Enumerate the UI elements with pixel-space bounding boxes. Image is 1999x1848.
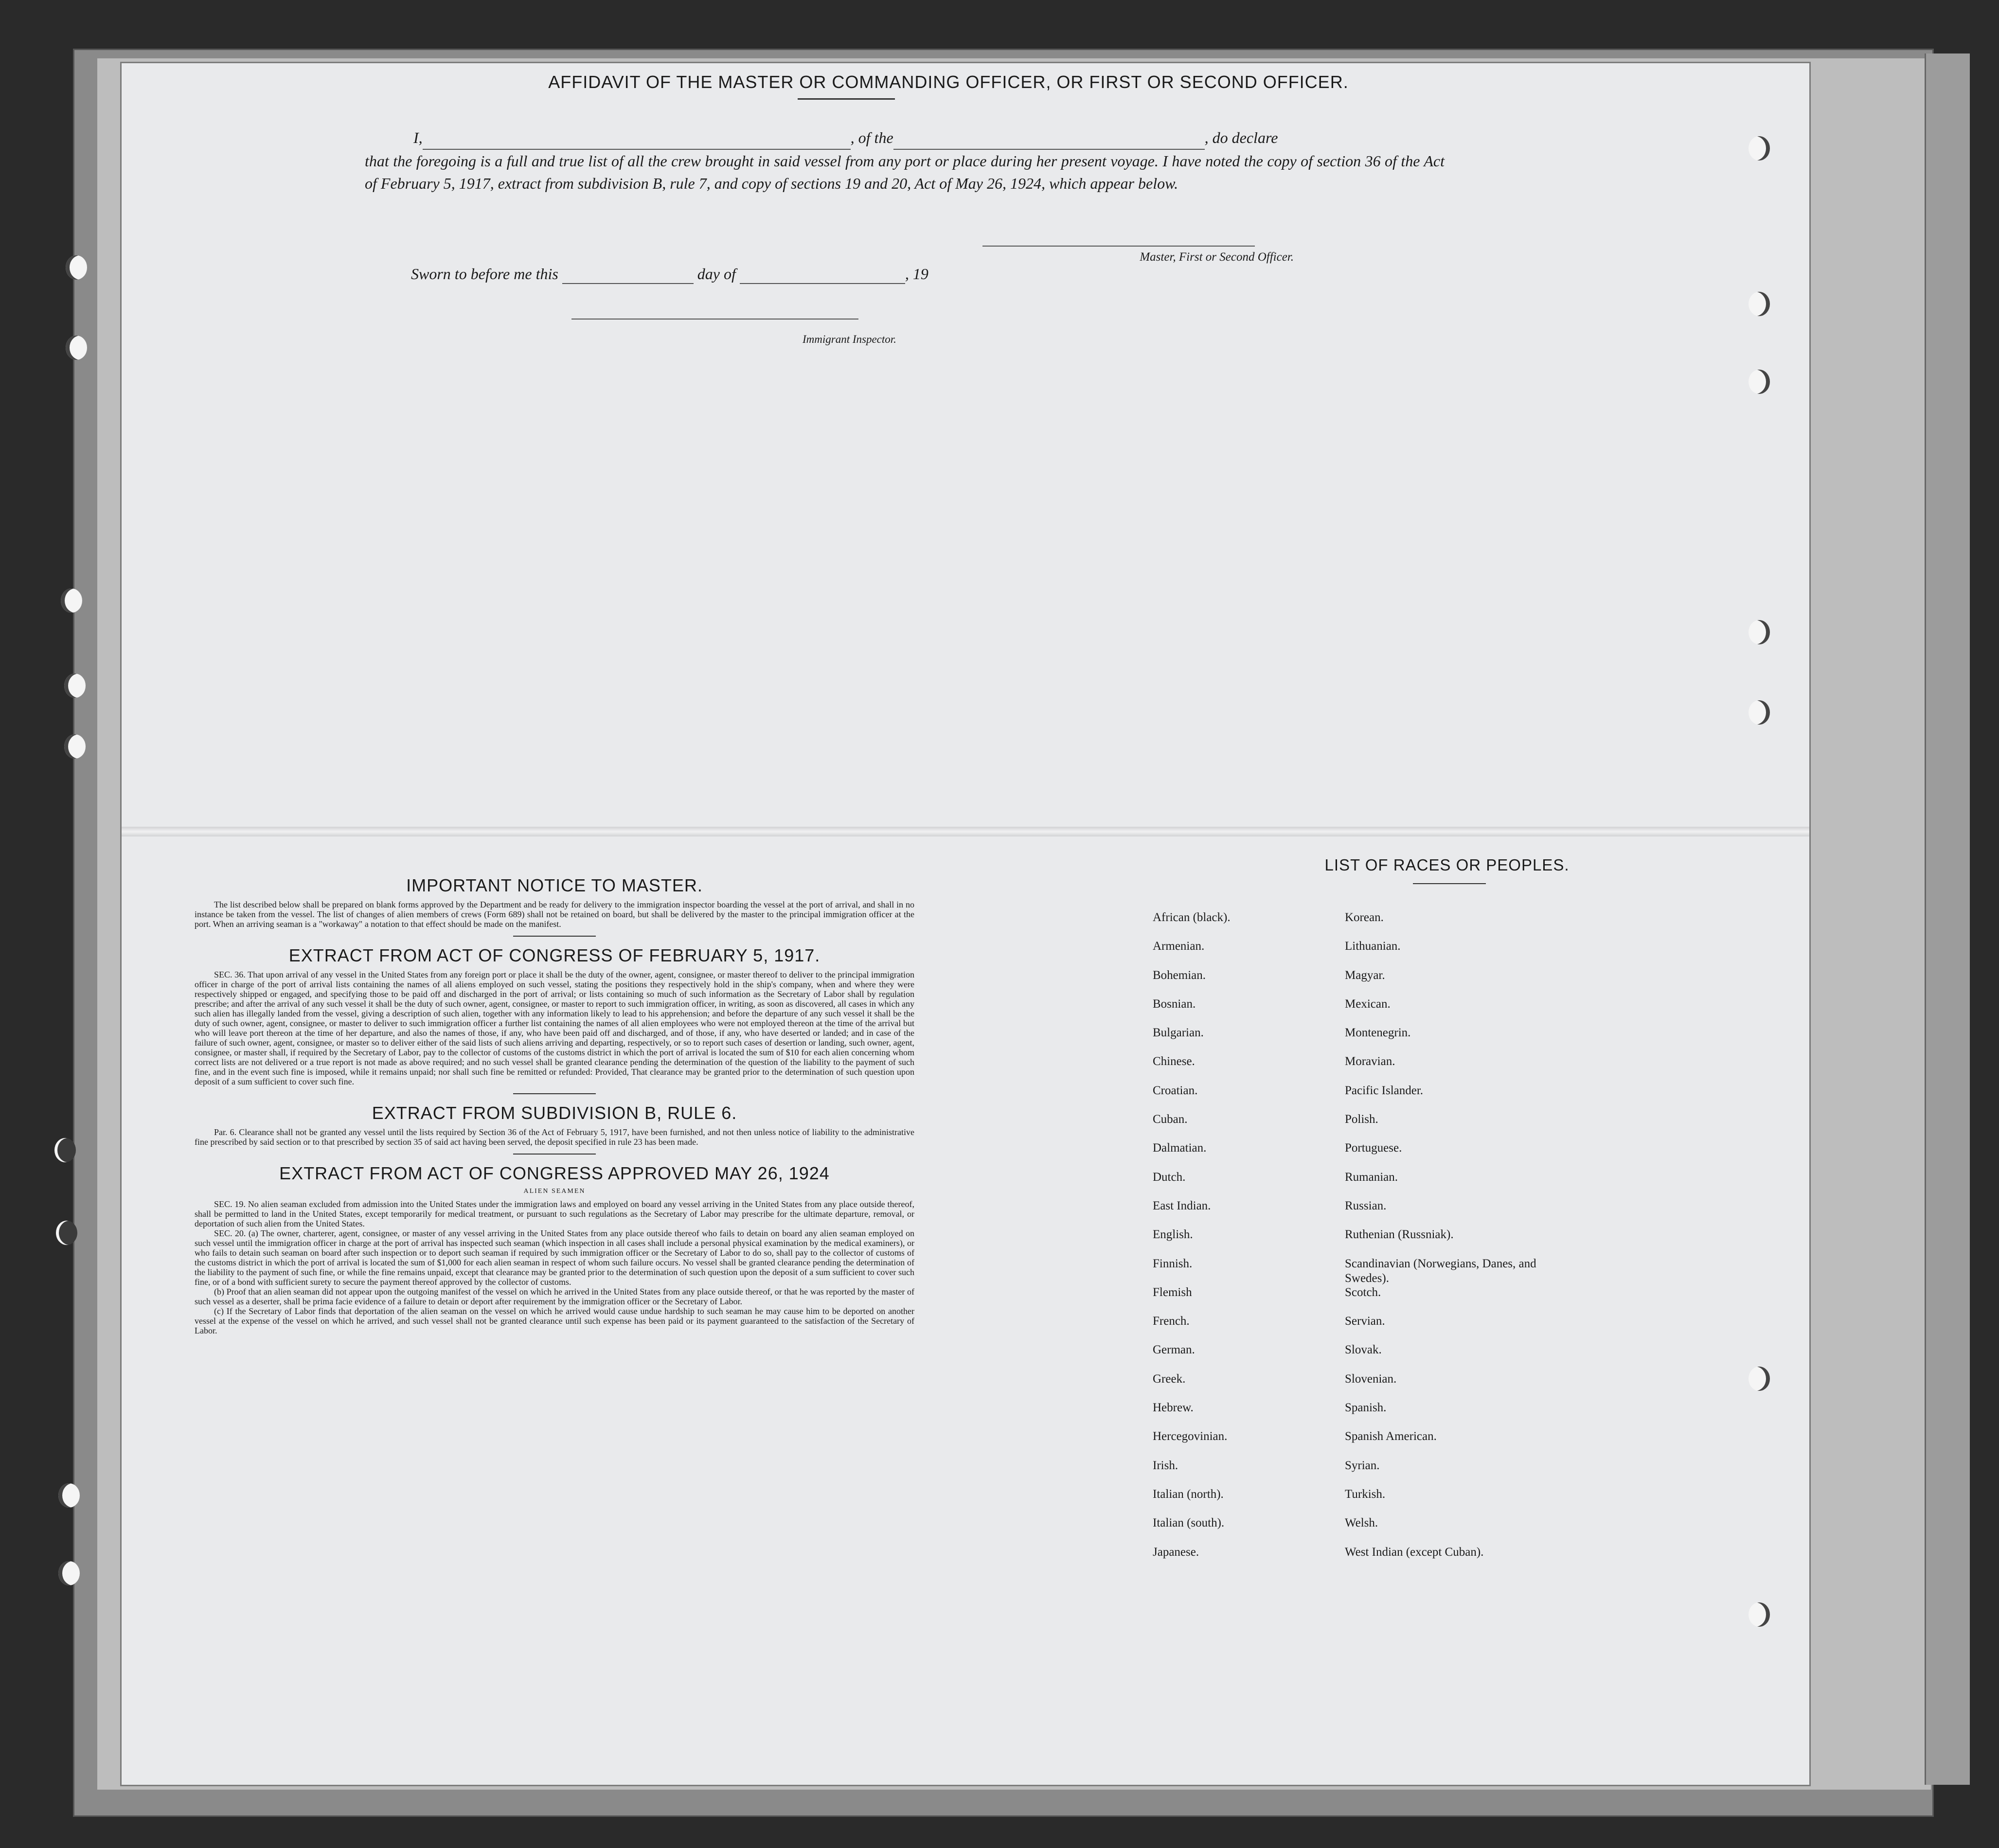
races-title: LIST OF RACES OR PEOPLES. — [1324, 856, 1570, 874]
name-field[interactable] — [423, 126, 851, 150]
race-item: Russian. — [1345, 1199, 1387, 1212]
sworn-month-field[interactable] — [740, 265, 905, 284]
notice-text: The list described below shall be prepared on blank forms approved by the Department and be ready for delivery to the immigration inspector boarding the vessel at the port of arrival, and shall in no instance be taken from the vessel. The list of changes of alien members of crews (Form 689) shall not be retained on board, but shall be delivered by the master to the principal immigration officer at the port. When an arriving seaman is a "workaway" a notation to that effect should be made on the manifest. — [195, 900, 914, 929]
punch-hole — [1749, 1602, 1770, 1627]
punch-hole — [58, 1483, 80, 1508]
race-item: Hercegovinian. — [1153, 1430, 1228, 1443]
race-item: Spanish American. — [1345, 1430, 1437, 1443]
sworn-day-field[interactable] — [562, 265, 694, 284]
race-item: Slovenian. — [1345, 1372, 1397, 1386]
punch-hole — [1749, 700, 1770, 725]
sworn-day-label: day of — [697, 265, 736, 283]
affidavit-of-the: , of the — [850, 129, 893, 146]
race-item: Pacific Islander. — [1345, 1084, 1424, 1097]
race-item: Finnish. — [1153, 1257, 1193, 1270]
race-item: German. — [1153, 1343, 1195, 1357]
punch-hole — [64, 674, 86, 698]
race-item: Bulgarian. — [1153, 1026, 1204, 1040]
inspector-label: Immigrant Inspector. — [803, 333, 896, 345]
affidavit-title: AFFIDAVIT OF THE MASTER OR COMMANDING OFFICER, OR FIRST OR SECOND OFFICER. — [548, 72, 1349, 92]
race-item: Irish. — [1153, 1458, 1178, 1472]
punch-hole — [66, 336, 87, 360]
sworn-line — [411, 265, 928, 284]
race-item: Dutch. — [1153, 1170, 1186, 1184]
punch-hole — [66, 255, 87, 280]
race-item: African (black). — [1153, 911, 1231, 924]
race-item: Flemish — [1153, 1285, 1192, 1299]
sec20a-text: SEC. 20. (a) The owner, charterer, agent, consignee, or master of any vessel arriving in the United States from any place outside thereof who fails to detain on board any alien seaman employed on such vessel until the immigration officer in charge at the port of arrival has inspected such seaman (which inspection in all cases shall include a personal physical examination by the medical examiners), or who fails to detain such seaman on board after such inspection or to deport such seaman if required by such immigration officer or the Secretary of Labor to do so, shall pay to the collector of customs of the customs district in which the port of arrival is located the sum of $1,000 for each alien seaman in respect of whom such failure occurs. No vessel shall be granted clearance pending the determination of the liability to the payment of such fine, or while the fine remains unpaid, except that clearance may be granted prior to the determination of such question upon the deposit of a sum sufficient to cover such fine, or of a bond with sufficient surety to secure the payment thereof approved by the collector of customs. — [195, 1228, 914, 1287]
race-item: Lithuanian. — [1345, 940, 1401, 953]
extract1-title: EXTRACT FROM ACT OF CONGRESS OF FEBRUARY 5, 1917. — [288, 945, 821, 965]
races-column-1 — [1153, 910, 1313, 1574]
race-item: East Indian. — [1153, 1199, 1211, 1212]
race-item: Italian (north). — [1153, 1487, 1224, 1501]
extract1-text: SEC. 36. That upon arrival of any vessel in the United States from any foreign port or place it shall be the duty of the owner, agent, consignee, or master thereof to deliver to the principal immigration officer in charge of the port of arrival lists containing the names of all aliens employed on such vessel, stating the positions they respectively hold in the ship's company, when and where they were respectively shipped or engaged, and specifying those to be paid off and discharged in the port of arrival; or lists containing so much of such information as the Secretary of Labor shall by regulation prescribe; and after the arrival of any such vessel it shall be the duty of such owner, agent, consignee, or master to report to such immigration officer, in writing, as soon as discovered, all cases in which any such alien has illegally landed from the vessel, giving a description of such alien, together with any information likely to lead to his apprehension; and before the departure of any such vessel it shall be the duty of such owner, agent, consignee, or master to deliver to such immigration officer a further list containing the names of all alien employees who were not employed thereon at the time of the arrival but who will leave port thereon at the time of her departure, and also the names of those, if any, who have been paid off and discharged, and of those, if any, who have deserted or landed; and in case of the failure of such owner, agent, consignee, or master so to deliver either of the said lists of such aliens arriving and departing, respectively, or so to report such cases of desertion or landing, such owner, agent, consignee, or master shall, if required by the Secretary of Labor, pay to the collector of customs of the customs district in which the port of arrival is located the sum of $10 for each alien concerning whom correct lists are not delivered or a true report is not made as above required; and no such vessel shall be granted clearance pending the determination of the question of the liability to the payment of such fine, and in the event such fine is imposed, while it remains unpaid; nor shall such fine be remitted or refunded: Provided, That clearance may be granted prior to the determination of such question upon deposit of a sum sufficient to cover such fine. — [195, 970, 914, 1086]
race-item: Spanish. — [1345, 1401, 1387, 1415]
race-item: Armenian. — [1153, 940, 1205, 953]
race-item: Moravian. — [1345, 1055, 1395, 1068]
affidavit-i: I, — [413, 129, 423, 146]
notice-section — [195, 875, 914, 1335]
affidavit-body — [365, 126, 1445, 195]
vessel-field[interactable] — [893, 126, 1205, 150]
race-item: Greek. — [1153, 1372, 1186, 1386]
sec20b-text: (b) Proof that an alien seaman did not appear upon the outgoing manifest of the vessel on which he arrived in the United States from any place outside thereof, or that he was reported by the master of such vessel as a deserter, shall be prima facie evidence of a failure to detain or deport after requirement by the immigration officer or the Secretary of Labor. — [195, 1287, 914, 1306]
extract2-text: Par. 6. Clearance shall not be granted any vessel until the lists required by Section 36 of the Act of February 5, 1917, have been furnished, and not then unless notice of liability to the administrative fine prescribed by said section or to that prescribed by section 35 of said act having been served, the deposit specified in rule 23 has been made. — [195, 1127, 914, 1147]
separator — [513, 936, 596, 937]
race-item: Turkish. — [1345, 1487, 1386, 1501]
race-item: Scotch. — [1345, 1285, 1381, 1299]
notice-title: IMPORTANT NOTICE TO MASTER. — [406, 875, 703, 895]
punch-hole — [61, 588, 82, 613]
title-rule — [798, 98, 895, 100]
race-item: Ruthenian (Russniak). — [1345, 1228, 1454, 1242]
race-item: Korean. — [1345, 911, 1384, 924]
punch-hole — [1749, 292, 1770, 316]
extract3-subtitle: ALIEN SEAMEN — [523, 1188, 586, 1195]
affidavit-text: that the foregoing is a full and true list of all the crew brought in said vessel from any port or place during her present voyage. I have noted the copy of section 36 of the Act of February 5, 1917, extract from subdivision B, rule 7, and copy of sections 19 and 20, Act of May 26, 1924, which appear below. — [365, 152, 1445, 192]
punch-hole — [1749, 370, 1770, 394]
race-item: Bosnian. — [1153, 997, 1196, 1011]
race-item: Magyar. — [1345, 968, 1385, 982]
race-item: English. — [1153, 1228, 1193, 1242]
signature-label: Master, First or Second Officer. — [1140, 250, 1294, 264]
affidavit-declaration-line — [365, 126, 1445, 150]
races-rule — [1413, 883, 1486, 884]
sworn-prefix: Sworn to before me this — [411, 265, 558, 283]
extract3-title: EXTRACT FROM ACT OF CONGRESS APPROVED MAY 26, 1924 — [279, 1163, 830, 1183]
race-item: Japanese. — [1153, 1545, 1199, 1559]
race-item: French. — [1153, 1315, 1190, 1328]
punch-hole — [1749, 1367, 1770, 1391]
punch-hole — [56, 1221, 77, 1245]
races-column-2 — [1345, 910, 1549, 1574]
inspector-signature-line[interactable] — [571, 319, 858, 320]
sec20c-text: (c) If the Secretary of Labor finds that deportation of the alien seaman on the vessel on which he arrived would cause undue hardship to such seaman he may cause him to be deported on another vessel at the expense of the vessel on which he arrived, and such vessel shall not be granted clearance until such expense has been paid or its payment guaranteed to the satisfaction of the Secretary of Labor. — [195, 1306, 914, 1335]
race-item: Welsh. — [1345, 1516, 1378, 1530]
race-item: Montenegrin. — [1345, 1026, 1411, 1040]
sec19-text: SEC. 19. No alien seaman excluded from admission into the United States under the immigration laws and employed on board any vessel arriving in the United States from any place outside thereof, shall be permitted to land in the United States, except temporarily for medical treatment, or pursuant to such regulations as the Secretary of Labor may prescribe for the ultimate departure, removal, or deportation of such alien from the United States. — [195, 1199, 914, 1228]
extract2-title: EXTRACT FROM SUBDIVISION B, RULE 6. — [372, 1103, 737, 1123]
punch-hole — [64, 734, 86, 759]
punch-hole — [58, 1561, 80, 1585]
page-fold — [122, 827, 1809, 836]
race-item: Rumanian. — [1345, 1170, 1398, 1184]
race-item: Croatian. — [1153, 1084, 1198, 1097]
race-item: Chinese. — [1153, 1055, 1195, 1068]
race-item: Cuban. — [1153, 1113, 1188, 1126]
race-item: Hebrew. — [1153, 1401, 1194, 1415]
signature-line[interactable] — [982, 246, 1255, 247]
affidavit-declare: , do declare — [1204, 129, 1278, 146]
race-item: Mexican. — [1345, 997, 1391, 1011]
race-item: Servian. — [1345, 1315, 1385, 1328]
race-item: Italian (south). — [1153, 1516, 1225, 1530]
punch-hole — [1749, 136, 1770, 160]
race-item: Bohemian. — [1153, 968, 1206, 982]
race-item: Polish. — [1345, 1113, 1378, 1126]
separator — [513, 1154, 596, 1155]
race-item: Portuguese. — [1345, 1141, 1402, 1155]
race-item: West Indian (except Cuban). — [1345, 1545, 1484, 1559]
punch-hole — [54, 1138, 76, 1162]
sworn-year: , 19 — [905, 265, 928, 283]
binder-edge — [1925, 53, 1970, 1785]
race-item: Syrian. — [1345, 1458, 1380, 1472]
separator — [513, 1093, 596, 1094]
race-item: Dalmatian. — [1153, 1141, 1207, 1155]
race-item: Slovak. — [1345, 1343, 1382, 1357]
punch-hole — [1749, 620, 1770, 644]
race-item: Scandinavian (Norwegians, Danes, and Swedes). — [1345, 1257, 1536, 1285]
